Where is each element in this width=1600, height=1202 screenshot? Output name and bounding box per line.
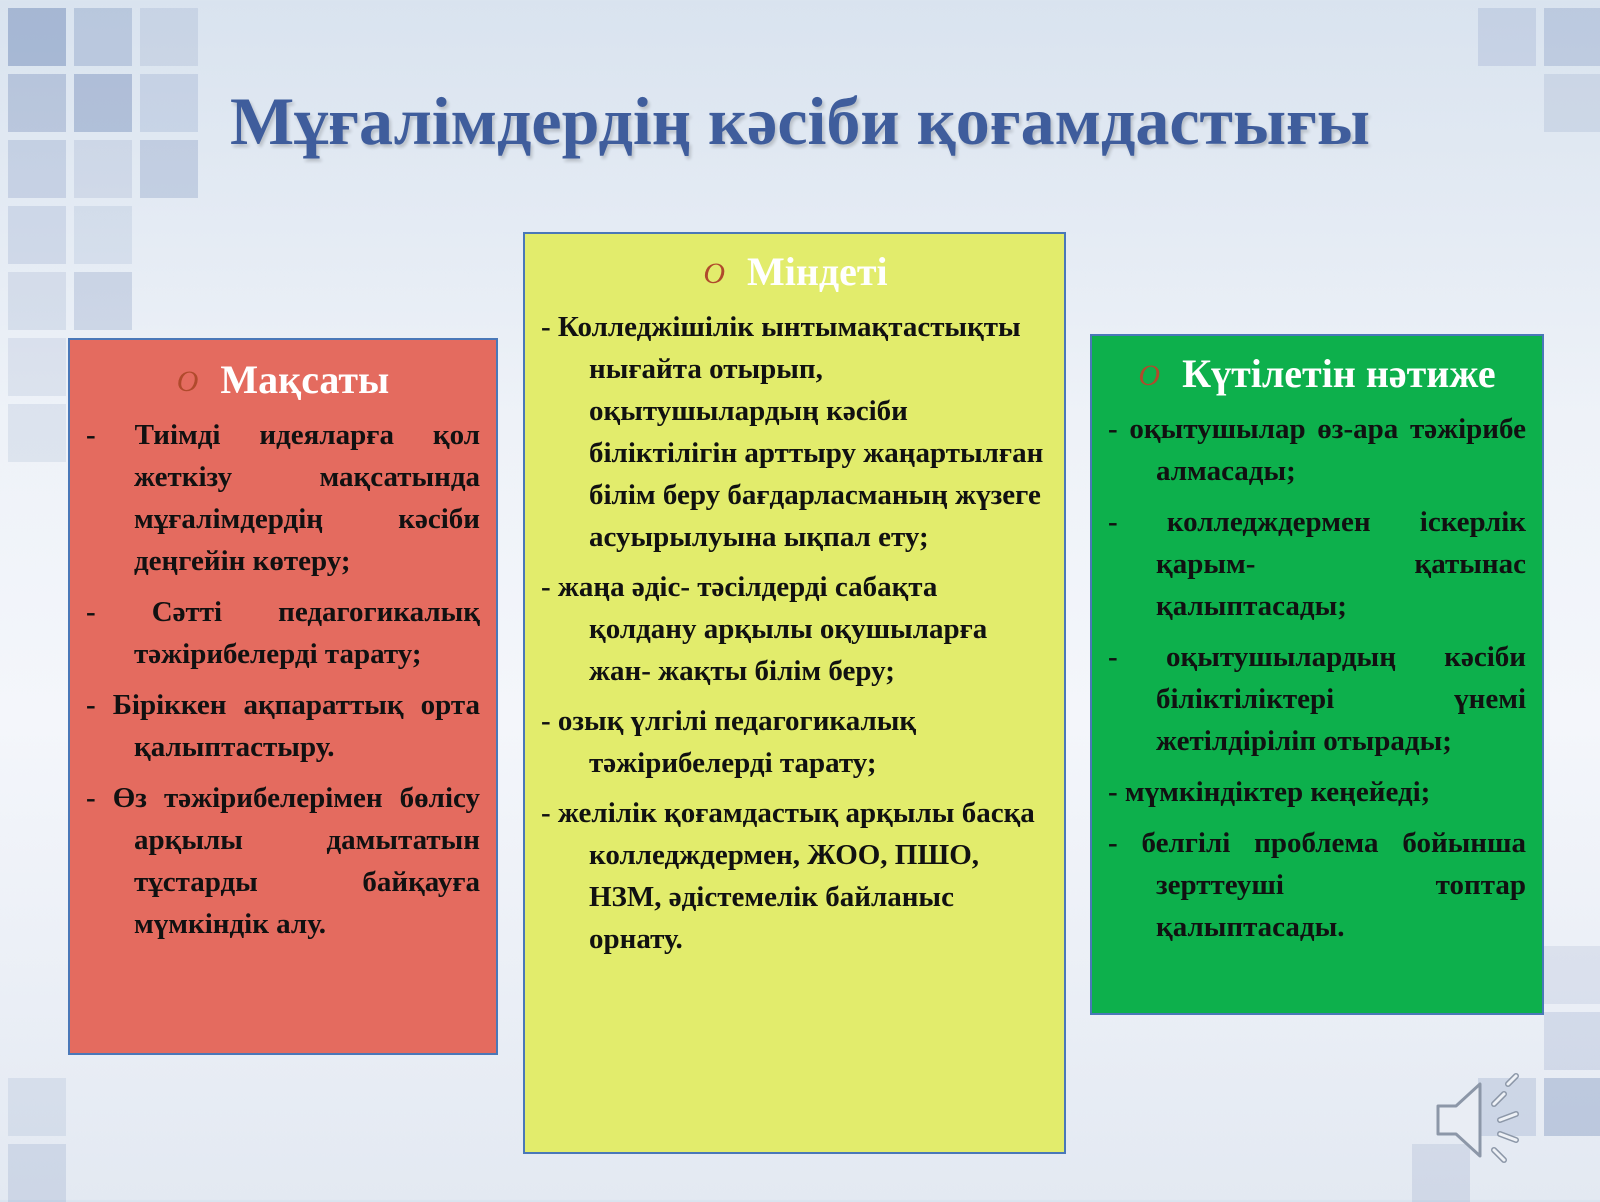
list-item: - желілік қоғамдастық арқылы басқа колледждермен, ЖОО, ПШО, НЗМ, әдістемелік байланыс орнату. — [541, 797, 1035, 955]
list-item: - Өз тәжірибелерімен бөлісу арқылы дамытатын тұстарды байқауға мүмкіндік алу. — [86, 782, 480, 940]
speaker-icon[interactable] — [1432, 1070, 1548, 1170]
list-item: - оқытушылардың кәсіби біліктіліктері үнемі жетілдіріліп отырады; — [1108, 641, 1526, 757]
list-item: - Колледжішілік ынтымақтастықты нығайта отырып, оқытушылардың кәсіби біліктілігін арттыру жаңартылған білім беру бағдарласманың жүзеге асуырылуына ықпал ету; — [541, 311, 1044, 553]
list-item: - мүмкіндіктер кеңейеді; — [1108, 776, 1431, 808]
bullet-o-icon: O — [703, 257, 725, 290]
bullet-o-icon: O — [176, 365, 199, 398]
list-item: - белгілі проблема бойынша зерттеуші топтар қалыптасады. — [1108, 827, 1526, 943]
goal-list — [86, 414, 480, 945]
task-heading — [541, 242, 1050, 304]
goal-heading — [86, 350, 480, 412]
list-item: - Сәтті педагогикалық тәжірибелерді тарату; — [86, 596, 480, 670]
goal-heading-text: Мақсаты — [220, 357, 390, 402]
bullet-o-icon: O — [1138, 359, 1161, 392]
list-item: - озық үлгілі педагогикалық тәжірибелерді тарату; — [541, 705, 917, 779]
list-item: - Біріккен ақпараттық орта қалыптастыру. — [86, 689, 480, 763]
result-heading-text: Күтілетін нәтиже — [1182, 351, 1496, 396]
result-heading — [1108, 344, 1526, 406]
result-list — [1108, 408, 1526, 948]
list-item: - жаңа әдіс- тәсілдерді сабақта қолдану арқылы оқушыларға жан- жақты білім беру; — [541, 571, 988, 687]
task-box — [523, 232, 1066, 1154]
result-box — [1090, 334, 1544, 1015]
task-heading-text: Міндеті — [747, 249, 888, 294]
task-list — [541, 306, 1050, 960]
list-item: - колледждермен іскерлік қарым- қатынас қалыптасады; — [1108, 506, 1526, 622]
list-item: - Тиімді идеяларға қол жеткізу мақсатында мұғалімдердің кәсіби деңгейін көтеру; — [86, 419, 480, 577]
goal-box — [68, 338, 498, 1055]
slide-title: Мұғалімдердің кәсіби қоғамдастығы — [229, 83, 1371, 159]
list-item: - оқытушылар өз-ара тәжірибе алмасады; — [1108, 413, 1526, 487]
